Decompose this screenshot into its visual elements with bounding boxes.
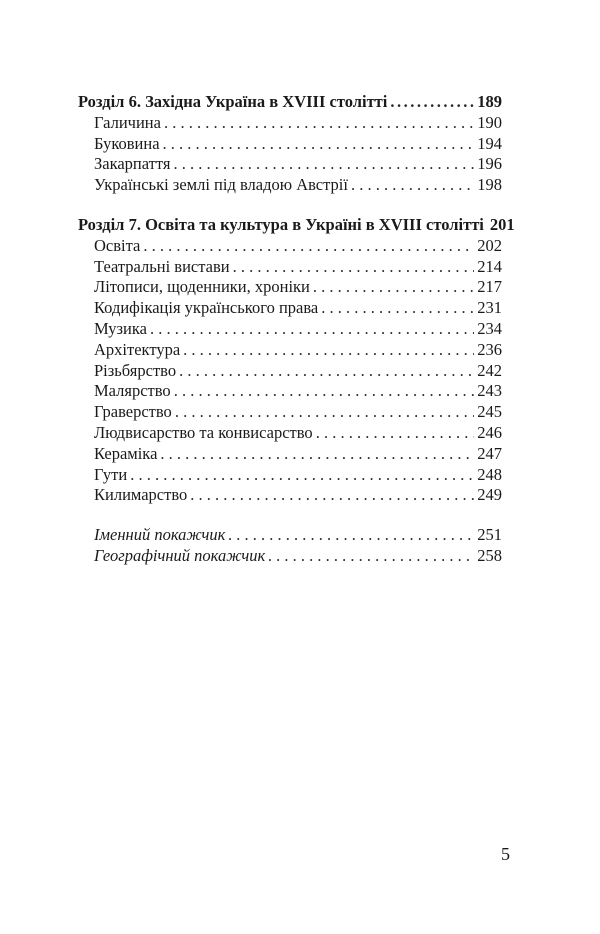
- toc-leader-dots: [164, 113, 474, 134]
- table-of-contents: [78, 92, 515, 567]
- toc-entry[interactable]: [78, 298, 502, 319]
- toc-heading-title: Розділ 7. Освіта та культура в Україні в XVIII столітті: [78, 214, 484, 234]
- toc-entry-title: Малярство: [94, 381, 171, 401]
- toc-leader-dots: [150, 319, 474, 340]
- toc-entry-page: 234: [477, 318, 502, 338]
- toc-entry-page: 248: [477, 464, 502, 484]
- toc-entry[interactable]: [78, 134, 502, 155]
- toc-entry[interactable]: [78, 257, 502, 278]
- toc-entry-title: Галичина: [94, 112, 161, 132]
- toc-leader-dots: [179, 361, 474, 382]
- toc-entry[interactable]: [78, 381, 502, 402]
- toc-entry-title: Архітектура: [94, 339, 181, 359]
- toc-entry-title: Закарпаття: [94, 154, 171, 174]
- toc-entry[interactable]: [78, 340, 502, 361]
- toc-entry-title: Освіта: [94, 235, 141, 255]
- toc-entry-page: 214: [477, 256, 502, 276]
- toc-entry[interactable]: [78, 113, 502, 134]
- toc-leader-dots: [143, 236, 474, 257]
- toc-heading-page: 201: [489, 214, 515, 234]
- toc-entry-page: 236: [477, 339, 502, 359]
- toc-leader-dots: [160, 444, 474, 465]
- toc-entry[interactable]: [78, 485, 502, 506]
- toc-leader-dots: [173, 154, 474, 175]
- toc-heading[interactable]: [78, 214, 515, 236]
- toc-index-entry[interactable]: [78, 525, 502, 546]
- toc-leader-dots: [313, 277, 474, 298]
- toc-entry-page: 242: [477, 360, 502, 380]
- toc-entry-page: 243: [477, 381, 502, 401]
- toc-entry[interactable]: [78, 154, 502, 175]
- toc-entry[interactable]: [78, 361, 502, 382]
- page-number: 5: [501, 844, 510, 864]
- toc-leader-dots: [321, 298, 474, 319]
- toc-index-title: Географічний покажчик: [94, 545, 266, 565]
- toc-entry-page: 246: [477, 422, 502, 442]
- toc-entry-title: Граверство: [94, 402, 172, 422]
- toc-entry-title: Музика: [94, 318, 147, 338]
- toc-leader-dots: [130, 465, 474, 486]
- toc-index-title: Іменний покажчик: [94, 525, 226, 545]
- toc-entry-title: Театральні вистави: [94, 256, 230, 276]
- toc-leader-dots: [228, 525, 474, 546]
- toc-entry[interactable]: [78, 423, 502, 444]
- toc-heading[interactable]: [78, 92, 502, 113]
- toc-entry-page: 217: [477, 277, 502, 297]
- toc-entry[interactable]: [78, 277, 502, 298]
- toc-entry[interactable]: [78, 402, 502, 423]
- toc-leader-dots: [190, 485, 474, 506]
- toc-indexes: [78, 525, 502, 567]
- toc-entry-page: 190: [477, 112, 502, 132]
- toc-entry-page: 249: [477, 485, 502, 505]
- toc-entry[interactable]: [78, 319, 502, 340]
- toc-entry[interactable]: [78, 236, 502, 257]
- toc-entry[interactable]: [78, 465, 502, 486]
- toc-heading-title: Розділ 6. Західна Україна в XVIII столітті: [78, 92, 388, 111]
- toc-entry-title: Різьбярство: [94, 360, 177, 380]
- toc-section-6: [78, 92, 502, 196]
- toc-entry-title: Гути: [94, 464, 128, 484]
- toc-index-page: 251: [477, 525, 502, 545]
- toc-entry-title: Буковина: [94, 133, 160, 153]
- toc-entry-title: Літописи, щоденники, хроніки: [94, 277, 310, 297]
- toc-entry-page: 196: [477, 154, 502, 174]
- toc-leader-dots: [175, 402, 474, 423]
- toc-entry[interactable]: [78, 444, 502, 465]
- toc-leader-dots: [316, 423, 475, 444]
- toc-entry-page: 194: [477, 133, 502, 153]
- toc-entry-title: Українські землі під владою Австрії: [94, 175, 348, 195]
- toc-entry-page: 198: [477, 175, 502, 195]
- toc-entry-page: 202: [477, 235, 502, 255]
- toc-entry-page: 245: [477, 402, 502, 422]
- toc-leader-dots: [351, 175, 474, 196]
- toc-entry-title: Людвисарство та конвисарство: [94, 422, 313, 442]
- toc-entry-title: Килимарство: [94, 485, 188, 505]
- toc-leader-dots: [183, 340, 474, 361]
- toc-index-entry[interactable]: [78, 546, 502, 567]
- toc-entry-page: 231: [477, 298, 502, 318]
- toc-entry-page: 247: [477, 443, 502, 463]
- toc-heading-page: 189: [477, 92, 502, 111]
- toc-index-page: 258: [477, 545, 502, 565]
- toc-entry-title: Кераміка: [94, 443, 158, 463]
- toc-leader-dots: [268, 546, 474, 567]
- toc-entry[interactable]: [78, 175, 502, 196]
- toc-section-7: [78, 214, 515, 506]
- toc-leader-dots: [174, 381, 475, 402]
- toc-leader-dots: [390, 92, 474, 113]
- toc-leader-dots: [233, 257, 475, 278]
- toc-leader-dots: [163, 134, 475, 155]
- toc-entry-title: Кодифікація українського права: [94, 298, 319, 318]
